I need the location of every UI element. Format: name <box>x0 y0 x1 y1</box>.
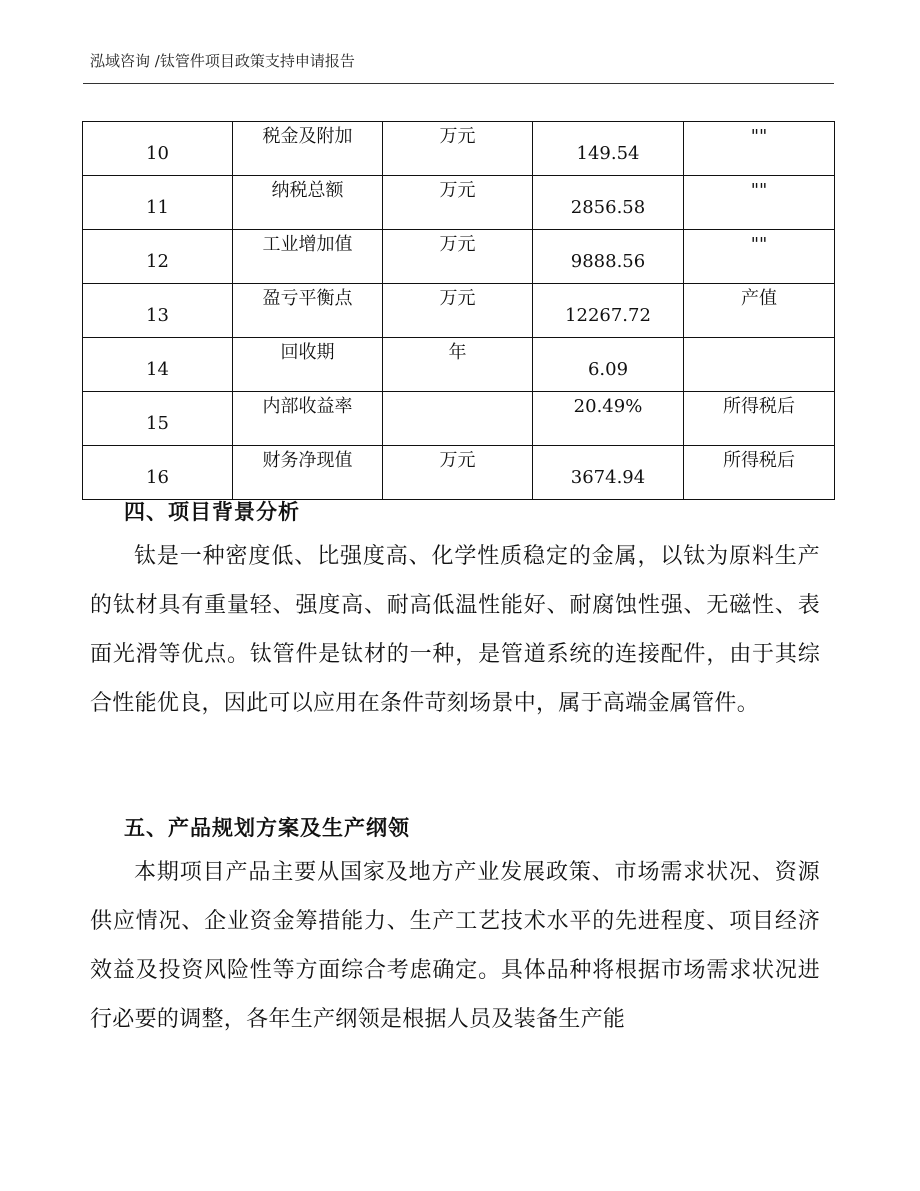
row-number: 15 <box>83 392 233 446</box>
table-row <box>83 338 835 392</box>
item-name: 税金及附加 <box>233 122 383 176</box>
item-note <box>684 338 835 392</box>
table-row <box>83 446 835 500</box>
item-value: 12267.72 <box>533 284 684 338</box>
item-unit: 万元 <box>383 446 533 500</box>
item-name: 内部收益率 <box>233 392 383 446</box>
table-row <box>83 176 835 230</box>
item-value: 3674.94 <box>533 446 684 500</box>
metrics-table <box>82 121 835 500</box>
item-unit <box>383 392 533 446</box>
item-note: 产值 <box>684 284 835 338</box>
section-heading: 四、项目背景分析 <box>124 499 300 524</box>
item-note: 所得税后 <box>684 446 835 500</box>
item-value: 6.09 <box>533 338 684 392</box>
row-number: 12 <box>83 230 233 284</box>
page-header: 泓域咨询 /钛管件项目政策支持申请报告 <box>90 52 355 70</box>
item-unit: 年 <box>383 338 533 392</box>
item-unit: 万元 <box>383 176 533 230</box>
item-unit: 万元 <box>383 122 533 176</box>
row-number: 16 <box>83 446 233 500</box>
item-note: "" <box>684 122 835 176</box>
item-value: 2856.58 <box>533 176 684 230</box>
section-paragraph: 本期项目产品主要从国家及地方产业发展政策、市场需求状况、资源供应情况、企业资金筹措能力、生产工艺技术水平的先进程度、项目经济效益及投资风险性等方面综合考虑确定。具体品种将根据市场需求状况进行必要的调整，各年生产纲领是根据人员及装备生产能 <box>90 860 820 1032</box>
row-number: 11 <box>83 176 233 230</box>
item-name: 回收期 <box>233 338 383 392</box>
item-value: 149.54 <box>533 122 684 176</box>
row-number: 10 <box>83 122 233 176</box>
table-row <box>83 392 835 446</box>
table-row <box>83 230 835 284</box>
section-paragraph: 钛是一种密度低、比强度高、化学性质稳定的金属，以钛为原料生产的钛材具有重量轻、强度高、耐高低温性能好、耐腐蚀性强、无磁性、表面光滑等优点。钛管件是钛材的一种，是管道系统的连接配件，由于其综合性能优良，因此可以应用在条件苛刻场景中，属于高端金属管件。 <box>90 544 820 716</box>
item-name: 财务净现值 <box>233 446 383 500</box>
section-heading: 五、产品规划方案及生产纲领 <box>124 815 410 840</box>
item-name: 纳税总额 <box>233 176 383 230</box>
item-note: "" <box>684 176 835 230</box>
item-value: 9888.56 <box>533 230 684 284</box>
header-divider <box>83 83 834 84</box>
row-number: 13 <box>83 284 233 338</box>
item-value: 20.49% <box>533 392 684 446</box>
row-number: 14 <box>83 338 233 392</box>
item-unit: 万元 <box>383 230 533 284</box>
table-row <box>83 284 835 338</box>
item-note: "" <box>684 230 835 284</box>
item-unit: 万元 <box>383 284 533 338</box>
item-note: 所得税后 <box>684 392 835 446</box>
item-name: 工业增加值 <box>233 230 383 284</box>
table-row <box>83 122 835 176</box>
item-name: 盈亏平衡点 <box>233 284 383 338</box>
